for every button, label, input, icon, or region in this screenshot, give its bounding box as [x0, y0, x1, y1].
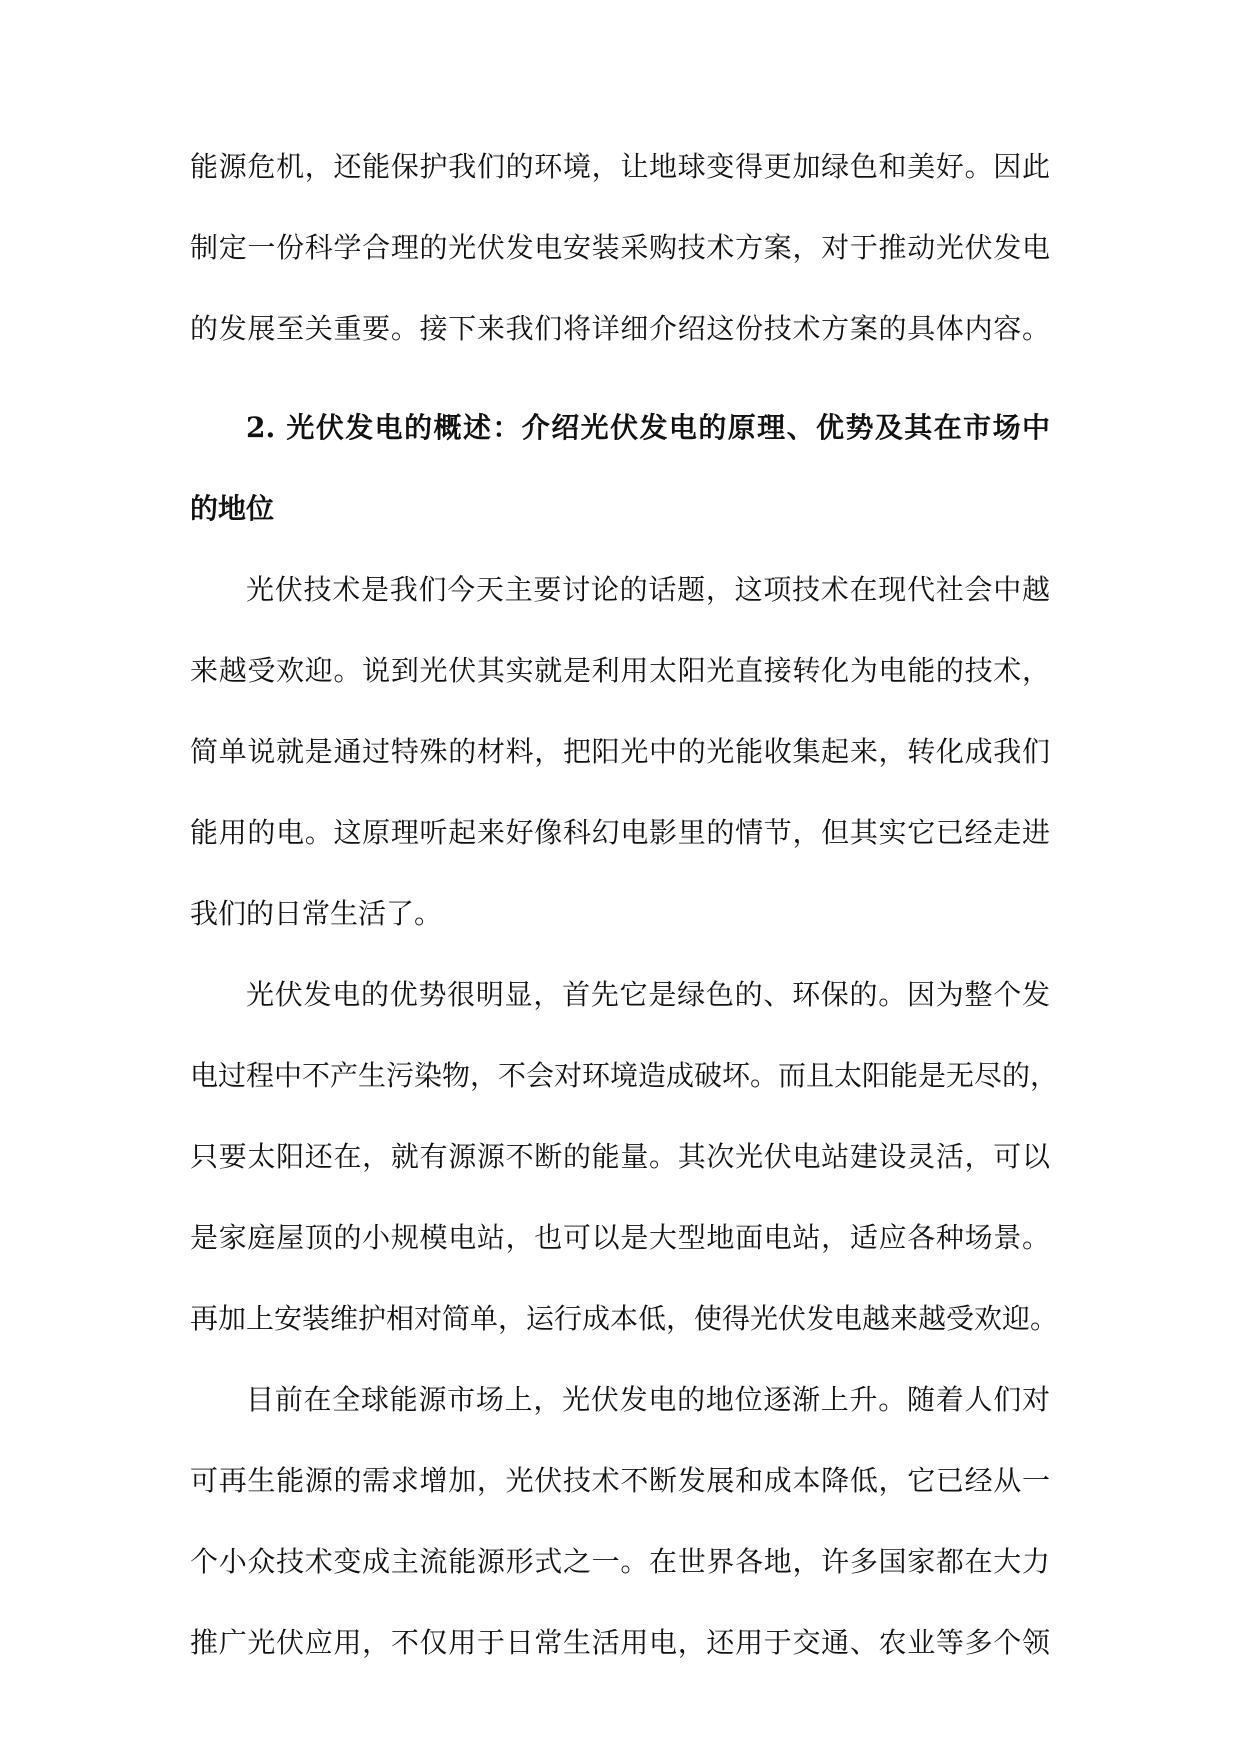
intro-line-1: 能源危机，还能保护我们的环境，让地球变得更加绿色和美好。因此	[190, 150, 1050, 183]
document-page	[190, 148, 1059, 1661]
section-heading-line-1: 2. 光伏发电的概述：介绍光伏发电的原理、优势及其在市场中	[246, 411, 1050, 444]
paragraph-line: 能用的电。这原理听起来好像科幻电影里的情节，但其实它已经走进	[190, 816, 1050, 849]
paragraph-advantages	[190, 976, 1059, 1337]
paragraph-line: 光伏技术是我们今天主要讨论的话题，这项技术在现代社会中越	[246, 573, 1050, 606]
paragraph-line: 是家庭屋顶的小规模电站，也可以是大型地面电站，适应各种场景。	[190, 1221, 1050, 1254]
section-heading-line-2: 的地位	[190, 492, 275, 525]
section-2-heading	[190, 409, 1050, 527]
paragraph-line: 可再生能源的需求增加，光伏技术不断发展和成本降低，它已经从一	[190, 1464, 1050, 1497]
paragraph-line: 个小众技术变成主流能源形式之一。在世界各地，许多国家都在大力	[190, 1545, 1050, 1578]
intro-paragraph	[190, 148, 1050, 347]
paragraph-line: 推广光伏应用，不仅用于日常生活用电，还用于交通、农业等多个领	[190, 1626, 1050, 1659]
paragraph-line: 我们的日常生活了。	[190, 897, 443, 930]
paragraph-market	[190, 1381, 1050, 1661]
paragraph-line: 再加上安装维护相对简单，运行成本低，使得光伏发电越来越受欢迎。	[190, 1302, 1059, 1335]
paragraph-principle	[190, 571, 1050, 932]
paragraph-line: 电过程中不产生污染物，不会对环境造成破坏。而且太阳能是无尽的，	[190, 1059, 1059, 1092]
intro-line-3: 的发展至关重要。接下来我们将详细介绍这份技术方案的具体内容。	[190, 312, 1050, 345]
paragraph-line: 来越受欢迎。说到光伏其实就是利用太阳光直接转化为电能的技术，	[190, 654, 1050, 687]
paragraph-line: 只要太阳还在，就有源源不断的能量。其次光伏电站建设灵活，可以	[190, 1140, 1050, 1173]
paragraph-line: 目前在全球能源市场上，光伏发电的地位逐渐上升。随着人们对	[246, 1383, 1050, 1416]
paragraph-line: 简单说就是通过特殊的材料，把阳光中的光能收集起来，转化成我们	[190, 735, 1050, 768]
intro-line-2: 制定一份科学合理的光伏发电安装采购技术方案，对于推动光伏发电	[190, 231, 1050, 264]
paragraph-line: 光伏发电的优势很明显，首先它是绿色的、环保的。因为整个发	[246, 978, 1050, 1011]
